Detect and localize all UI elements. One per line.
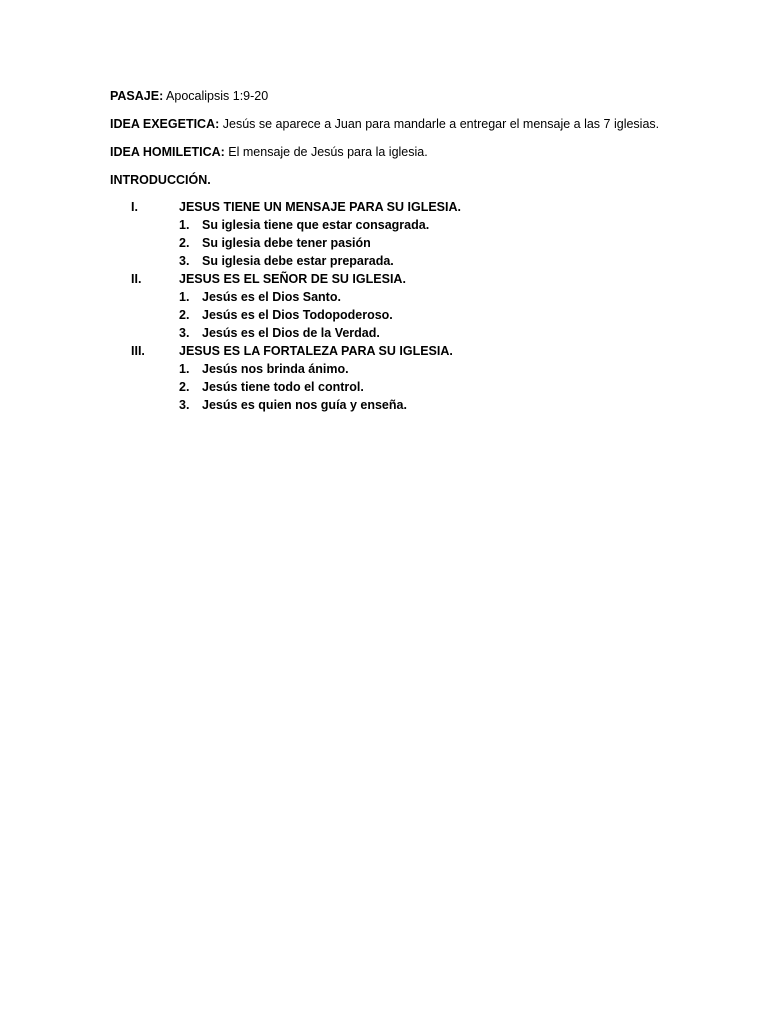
list-item (110, 216, 730, 234)
item-text: Jesús es quien nos guía y enseña. (202, 398, 407, 412)
introduccion-heading: INTRODUCCIÓN. (110, 173, 211, 187)
section-title: JESUS TIENE UN MENSAJE PARA SU IGLESIA. (179, 200, 461, 214)
list-item (110, 288, 730, 306)
list-item (110, 396, 730, 414)
item-text: Jesús nos brinda ánimo. (202, 362, 349, 376)
item-text: Su iglesia debe estar preparada. (202, 254, 394, 268)
item-text: Jesús tiene todo el control. (202, 380, 364, 394)
idea-homiletica-label: IDEA HOMILETICA: (110, 145, 225, 159)
outline-section-3 (110, 342, 730, 414)
list-item (110, 324, 730, 342)
pasaje-line (110, 87, 730, 105)
idea-exegetica-label: IDEA EXEGETICA: (110, 117, 220, 131)
idea-homiletica-value: El mensaje de Jesús para la iglesia. (224, 145, 428, 159)
item-number: 3. (179, 398, 190, 412)
pasaje-value: Apocalipsis 1:9-20 (163, 89, 269, 103)
section-title: JESUS ES LA FORTALEZA PARA SU IGLESIA. (179, 344, 453, 358)
section-heading (110, 270, 730, 288)
pasaje-label: PASAJE: (110, 89, 164, 103)
item-number: 2. (179, 380, 190, 394)
list-item (110, 306, 730, 324)
item-number: 1. (179, 218, 190, 232)
idea-exegetica-line (110, 115, 730, 133)
section-heading (110, 342, 730, 360)
item-text: Jesús es el Dios Santo. (202, 290, 341, 304)
item-number: 2. (179, 236, 190, 250)
section-numeral: III. (131, 344, 145, 358)
document-body (110, 87, 730, 414)
list-item (110, 360, 730, 378)
outline-section-2 (110, 270, 730, 342)
section-numeral: II. (131, 272, 142, 286)
item-number: 1. (179, 362, 190, 376)
list-item (110, 252, 730, 270)
list-item (110, 378, 730, 396)
idea-exegetica-value: Jesús se aparece a Juan para mandarle a entregar el mensaje a las 7 iglesias. (219, 117, 660, 131)
sermon-outline (110, 198, 730, 414)
item-text: Jesús es el Dios de la Verdad. (202, 326, 380, 340)
idea-homiletica-line (110, 143, 730, 161)
item-text: Su iglesia tiene que estar consagrada. (202, 218, 430, 232)
item-number: 2. (179, 308, 190, 322)
item-number: 1. (179, 290, 190, 304)
section-numeral: I. (131, 200, 138, 214)
item-text: Su iglesia debe tener pasión (202, 236, 371, 250)
section-title: JESUS ES EL SEÑOR DE SU IGLESIA. (179, 272, 406, 286)
section-heading (110, 198, 730, 216)
outline-section-1 (110, 198, 730, 270)
list-item (110, 234, 730, 252)
item-number: 3. (179, 254, 190, 268)
item-text: Jesús es el Dios Todopoderoso. (202, 308, 393, 322)
item-number: 3. (179, 326, 190, 340)
